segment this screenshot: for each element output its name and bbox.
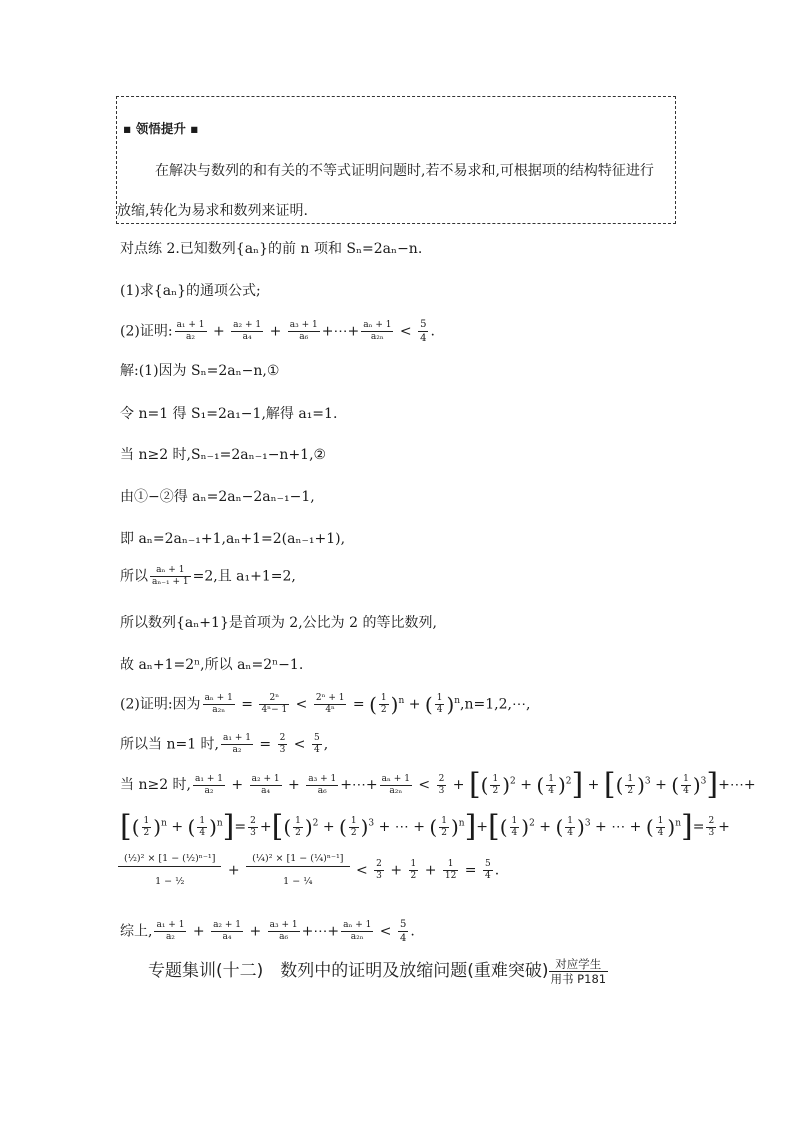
solution-subtract: 由①−②得 aₙ=2aₙ−2aₙ₋₁−1, bbox=[120, 489, 315, 505]
part2-n2-line1: 当 n≥2 时, $\frac{\text{a₁ + 1}}{\text{a₂}}$ + $\frac{\text{a₂ + 1}}{\text{a₄}}$ + $\frac{\text{a₃ + 1}}{\text{a₆}}$ +⋯+ $\frac{\text{aₙ + 1}}{\text{a₂ₙ}}$ < $\frac{2}{3}$ + [( $\frac{1}{2}$ )$^2$ + ( $\frac{1}{4}$ )$^2$] + [( $\frac{1}{2}$ )$^3$ + ( $\frac{1}{4}$ )$^3$]+⋯+ bbox=[120, 767, 756, 802]
part2-n1: 所以当 n=1 时, $\frac{\text{a₁ + 1}}{\text{a₂}}$ = $\frac{2}{3}$ < $\frac{5}{4}$ , bbox=[120, 733, 329, 755]
part2-question: (2)证明: $\frac{\text{a₁ + 1}}{\text{a₂}}$ + $\frac{\text{a₂ + 1}}{\text{a₄}}$ + $\frac{\text{a₃ + 1}}{\text{a₆}}$ +⋯+ $\frac{\text{aₙ + 1}}{\text{a₂ₙ}}$ < $\frac{5}{4}$ . bbox=[120, 319, 435, 344]
part2-bound: (2)证明:因为 $\frac{\text{aₙ + 1}}{\text{a₂ₙ}}$ = $\frac{\text{2ⁿ}}{\text{4ⁿ− 1}}$ < $\frac{\text{2ⁿ + 1}}{\text{4ⁿ}}$ = ( $\frac{1}{2}$ )$^n$ + ( $\frac{1}{4}$ )$^n$,n=1,2,⋯, bbox=[120, 692, 531, 717]
part2-n2-line3: $\frac{\text{(½)² × [1 − (½)ⁿ⁻¹]}}{\text{1 − ½}}$ + $\frac{\text{(¼)² × [1 − (¼)ⁿ⁻¹]}}{\text{1 − ¼}}$ < $\frac{2}{3}$ + $\frac{1}{2}$ + $\frac{1}{12}$ = $\frac{5}{4}$ . bbox=[116, 852, 499, 889]
part2-prefix: (2)证明: bbox=[120, 323, 173, 340]
exercise-statement: 对点练 2.已知数列{aₙ}的前 n 项和 Sₙ=2aₙ−n. bbox=[120, 241, 423, 257]
textbook-reference: 对应学生 用书 P181 bbox=[550, 956, 607, 986]
solution-n1: 令 n=1 得 S₁=2a₁−1,解得 a₁=1. bbox=[120, 406, 338, 422]
solution-recurrence: 即 aₙ=2aₙ₋₁+1,aₙ+1=2(aₙ₋₁+1), bbox=[120, 531, 346, 547]
section-title bbox=[148, 956, 608, 986]
part1-question: (1)求{aₙ}的通项公式; bbox=[120, 283, 261, 299]
tip-heading: ▪ 领悟提升 ▪ bbox=[123, 121, 199, 136]
tip-body: 在解决与数列的和有关的不等式证明问题时,若不易求和,可根据项的结构特征进行放缩,转化为易求和数列来证明. bbox=[117, 163, 654, 219]
section-title-text: 专题集训(十二) 数列中的证明及放缩问题(重难突破) bbox=[148, 961, 549, 981]
conclusion: 综上, $\frac{\text{a₁ + 1}}{\text{a₂}}$ + $\frac{\text{a₂ + 1}}{\text{a₄}}$ + $\frac{\text{a₃ + 1}}{\text{a₆}}$ +⋯+ $\frac{\text{aₙ + 1}}{\text{a₂ₙ}}$ < $\frac{5}{4}$ . bbox=[120, 919, 415, 944]
solution-formula: 故 aₙ+1=2ⁿ,所以 aₙ=2ⁿ−1. bbox=[120, 657, 304, 673]
solution-n2: 当 n≥2 时,Sₙ₋₁=2aₙ₋₁−n+1,② bbox=[120, 447, 327, 463]
tip-box bbox=[116, 96, 676, 224]
solution-ratio: 所以 $\frac{\text{aₙ + 1}}{\text{aₙ₋₁ + 1}}$ =2,且 a₁+1=2, bbox=[120, 565, 296, 587]
part2-n2-line2: [( $\frac{1}{2}$ )$^n$ + ( $\frac{1}{4}$ )$^n$]= $\frac{2}{3}$ +[( $\frac{1}{2}$ )$^2$ + ( $\frac{1}{2}$ )$^3$ + ⋯ + ( $\frac{1}{2}$ )$^n$]+[( $\frac{1}{4}$ )$^2$ + ( $\frac{1}{4}$ )$^3$ + ⋯ + ( $\frac{1}{4}$ )$^n$]= $\frac{2}{3}$ + bbox=[120, 809, 730, 844]
solution-geometric: 所以数列{aₙ+1}是首项为 2,公比为 2 的等比数列, bbox=[120, 615, 437, 631]
solution-start: 解:(1)因为 Sₙ=2aₙ−n,① bbox=[120, 363, 280, 379]
